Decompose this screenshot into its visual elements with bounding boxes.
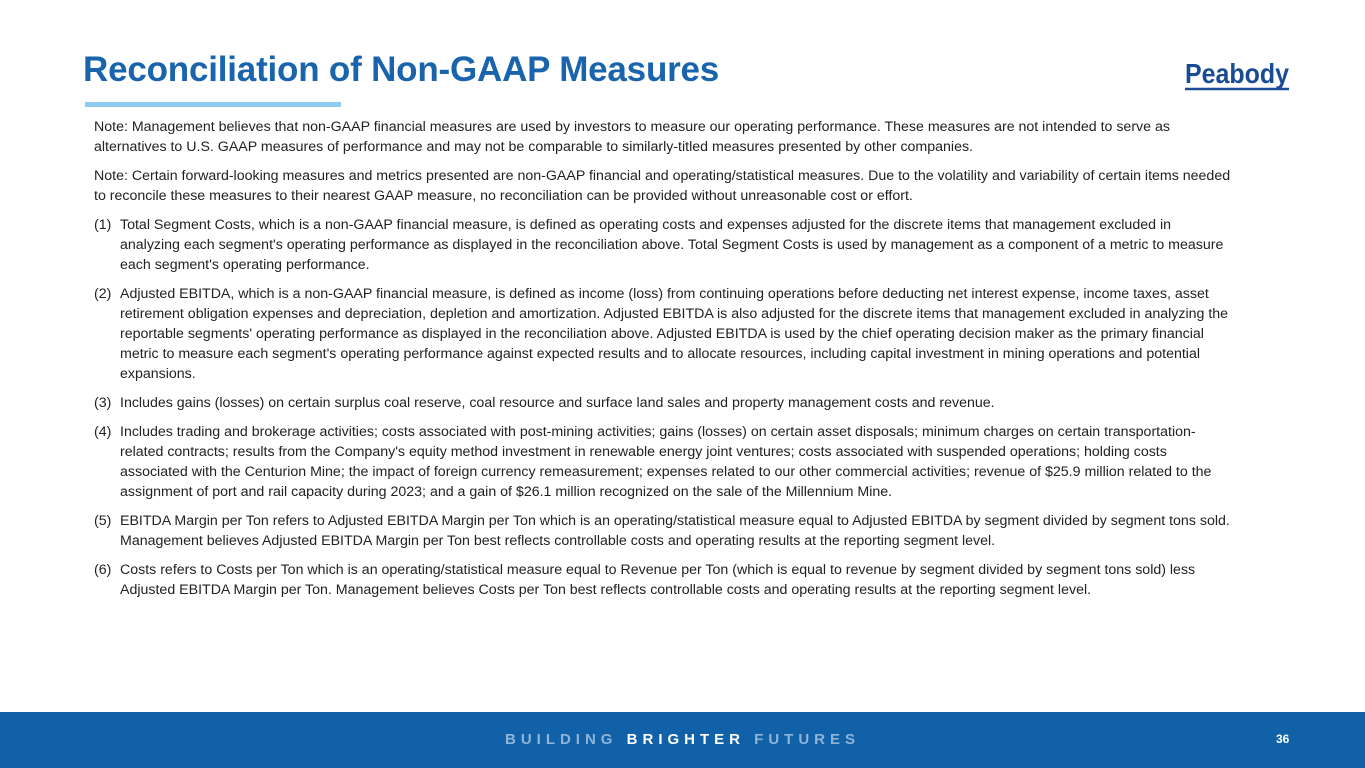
footnote-text: Total Segment Costs, which is a non-GAAP financial measure, is defined as operating costs and expenses adjusted for the discrete items that management excluded in analyzing each segment's operating performance as displayed in the reconciliation above. Total Segment Costs is used by management as a component of a metric to measure each segment's operating performance.	[120, 217, 1224, 273]
footnote-number: (4)	[94, 424, 112, 440]
footnote-text: Costs refers to Costs per Ton which is an operating/statistical measure equal to Revenue per Ton (which is equal to revenue by segment divided by segment tons sold) less Adjusted EBITDA Margin per Ton. Management believes Costs per Ton best reflects controllable costs and operating results at the reporting segment level.	[120, 562, 1196, 598]
footnote-text: Includes trading and brokerage activities; costs associated with post-mining activities; gains (losses) on certain asset disposals; minimum charges on certain transportation-related contracts; results from the Company's equity method investment in renewable energy joint ventures; costs associated with suspended operations; holding costs associated with the Centurion Mine; the impact of foreign currency remeasurement; expenses related to our other commercial activities; revenue of $25.9 million related to the assignment of port and rail capacity during 2023; and a gain of $26.1 million recognized on the sale of the Millennium Mine.	[120, 424, 1212, 500]
footnote-number: (1)	[94, 217, 112, 233]
tagline-brighter: BRIGHTER	[626, 731, 745, 748]
footer-bar	[0, 712, 1365, 768]
footnote-item	[94, 560, 1234, 600]
footnote-number: (3)	[94, 395, 112, 411]
footnote-number: (5)	[94, 513, 112, 529]
footnote-item	[94, 284, 1234, 384]
footnote-number: (6)	[94, 562, 112, 578]
footnote-item	[94, 215, 1234, 275]
title-underline	[85, 102, 341, 107]
footnote-number: (2)	[94, 286, 112, 302]
note-paragraph: Note: Management believes that non-GAAP financial measures are used by investors to measure our operating performance. These measures are not intended to serve as alternatives to U.S. GAAP measures of performance and may not be comparable to similarly-titled measures presented by other companies.	[94, 119, 1170, 155]
logo-text: Peabody	[1185, 58, 1290, 89]
footnote-text: Includes gains (losses) on certain surplus coal reserve, coal resource and surface land sales and property management costs and revenue.	[120, 395, 995, 411]
note-paragraph: Note: Certain forward-looking measures and metrics presented are non-GAAP financial and operating/statistical measures. Due to the volatility and variability of certain items needed to reconcile these measures to their nearest GAAP measure, no reconciliation can be provided without unreasonable cost or effort.	[94, 168, 1231, 204]
page-title: Reconciliation of Non-GAAP Measures	[83, 50, 720, 89]
footnote-item	[94, 511, 1234, 551]
page-number: 36	[1276, 732, 1290, 746]
peabody-logo	[1183, 54, 1291, 94]
footer-tagline	[0, 731, 1365, 749]
notes-section	[94, 117, 1234, 609]
tagline-building: BUILDING	[504, 731, 627, 748]
footnote-item	[94, 393, 1234, 413]
tagline-futures: FUTURES	[745, 731, 860, 748]
footnote-item	[94, 422, 1234, 502]
footnote-text: Adjusted EBITDA, which is a non-GAAP financial measure, is defined as income (loss) from continuing operations before deducting net interest expense, income taxes, asset retirement obligation expenses and depreciation, depletion and amortization. Adjusted EBITDA is also adjusted for the discrete items that management excluded in analyzing the reportable segments' operating performance as displayed in the reconciliation above. Adjusted EBITDA is used by the chief operating decision maker as the primary financial metric to measure each segment's operating performance against expected results and to allocate resources, including capital investment in mining operations and potential expansions.	[120, 286, 1229, 382]
footnote-text: EBITDA Margin per Ton refers to Adjusted EBITDA Margin per Ton which is an operating/statistical measure equal to Adjusted EBITDA by segment divided by segment tons sold. Management believes Adjusted EBITDA Margin per Ton best reflects controllable costs and operating results at the reporting segment level.	[120, 513, 1230, 549]
